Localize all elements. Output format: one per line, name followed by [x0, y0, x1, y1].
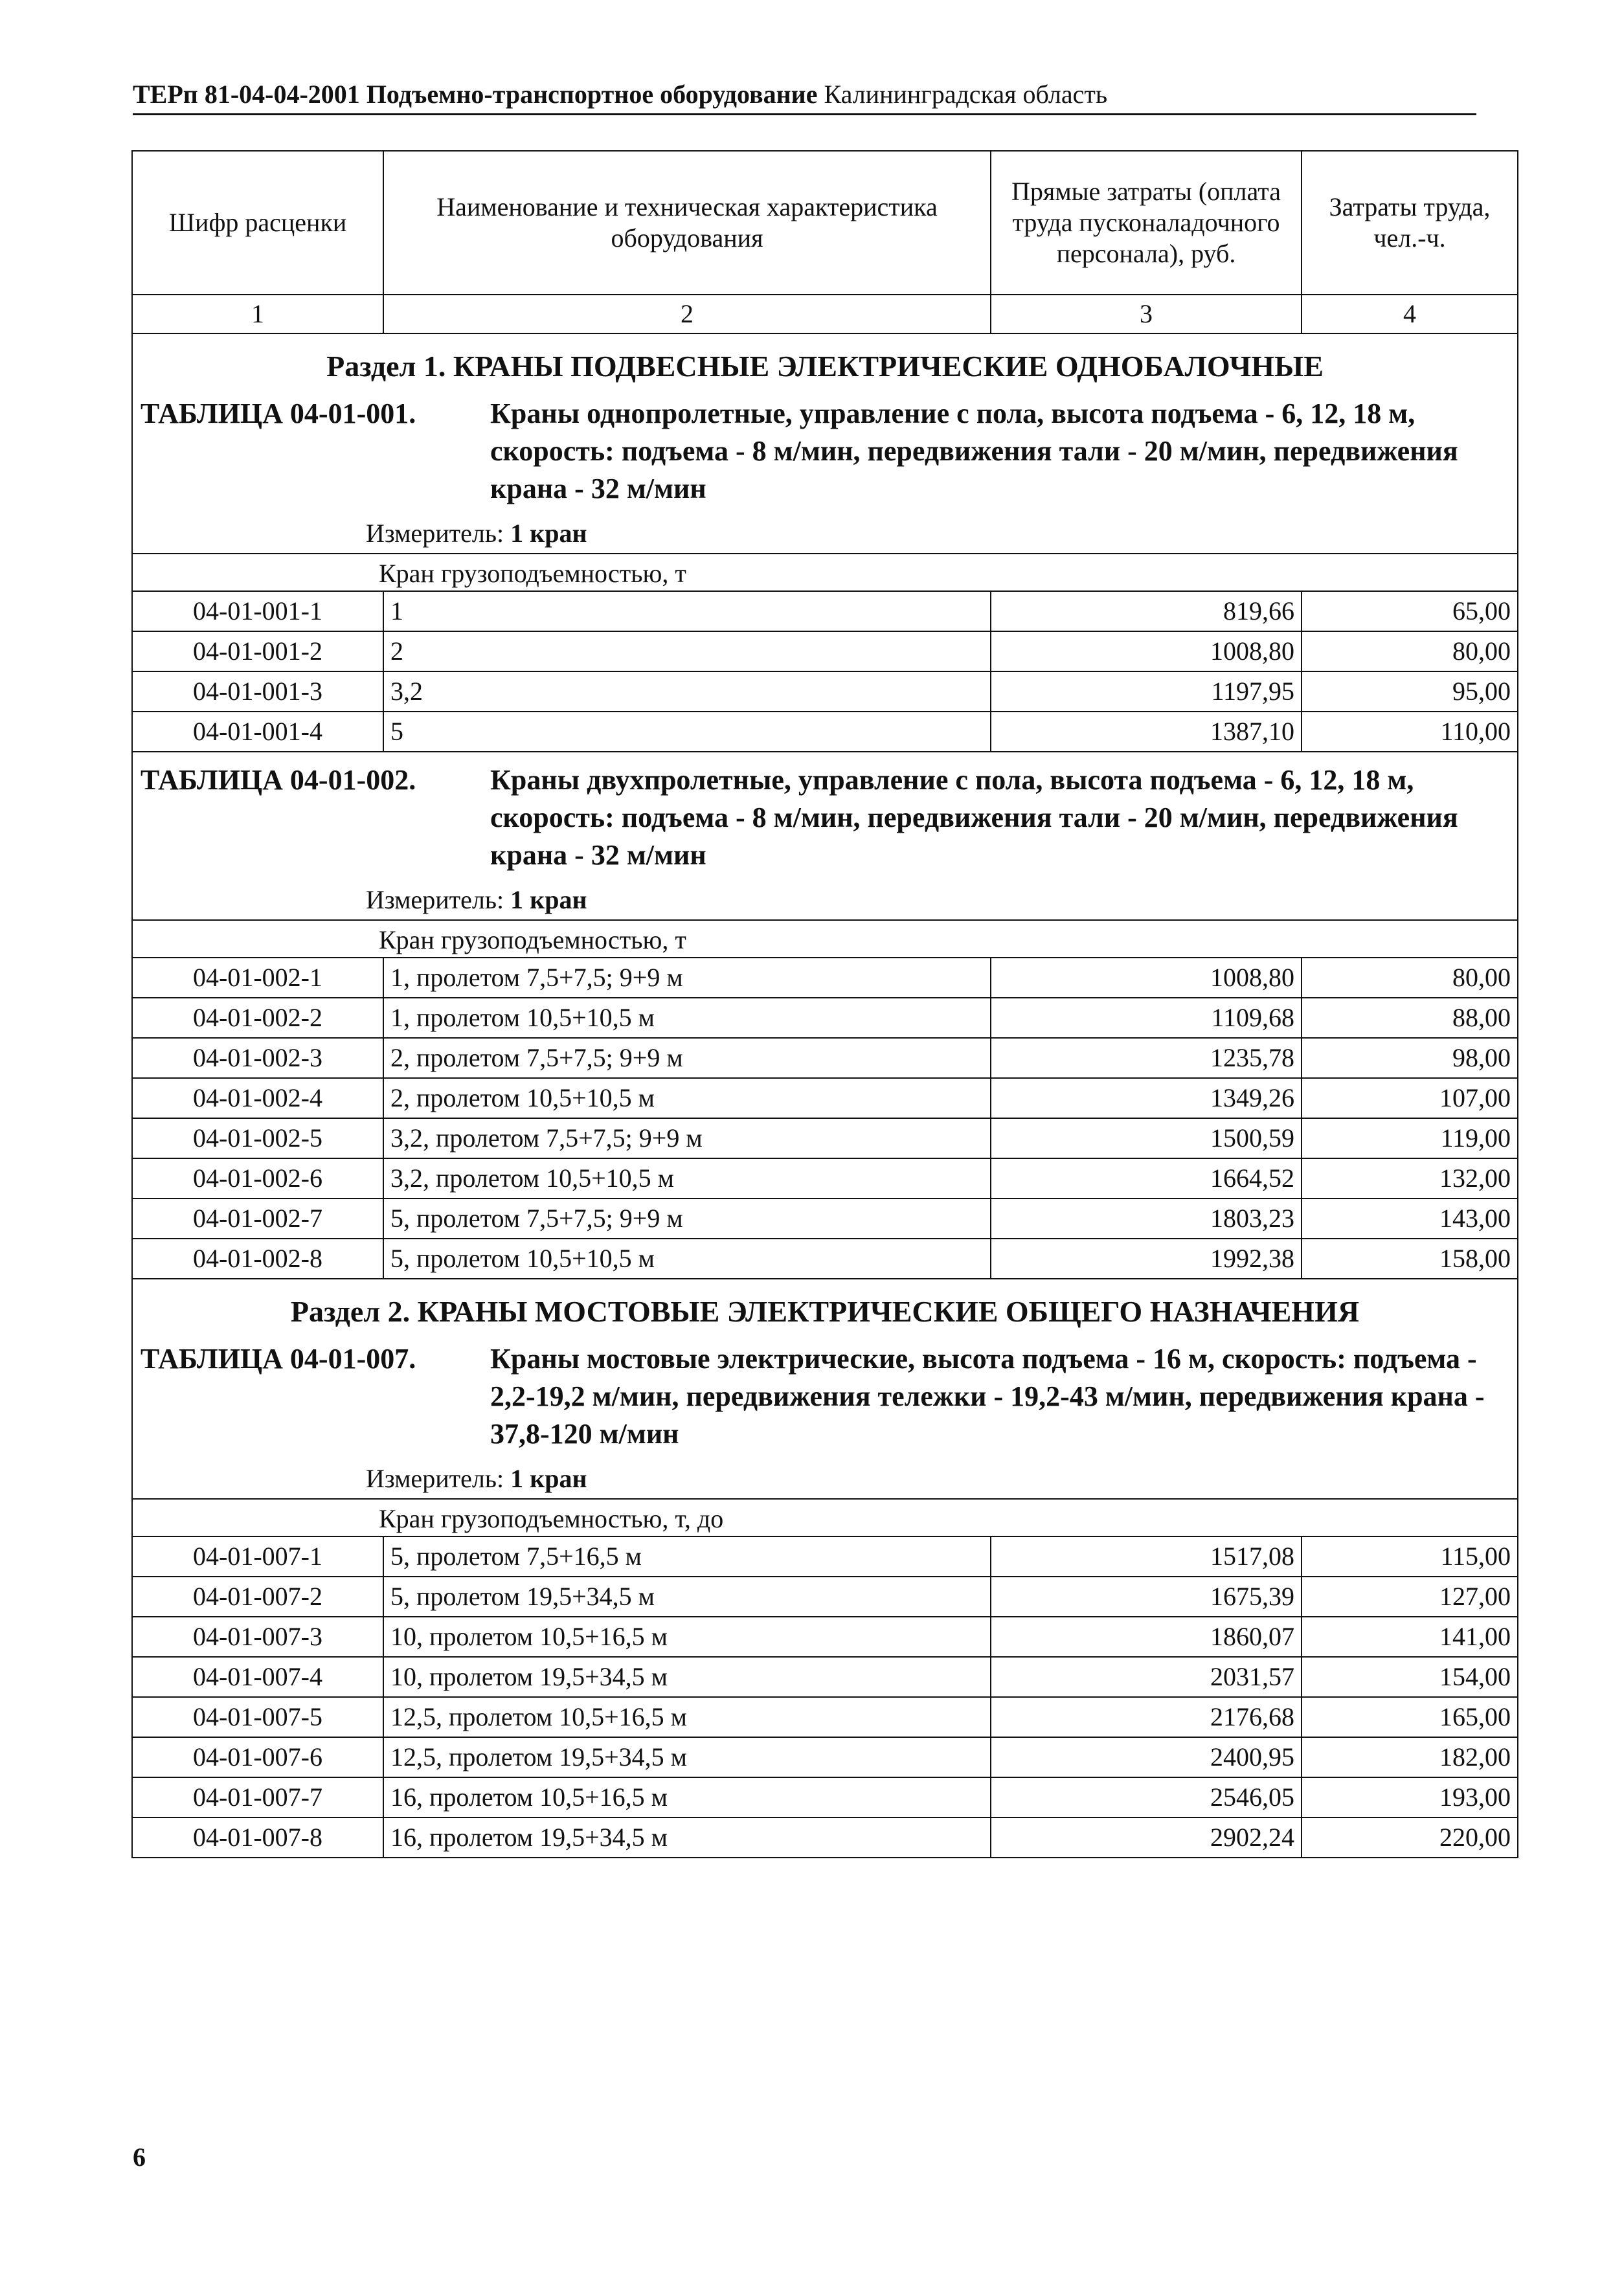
table-row [132, 1239, 1518, 1279]
table-row [132, 1817, 1518, 1858]
direct-cost: 1860,07 [991, 1617, 1302, 1657]
rate-code: 04-01-001-2 [132, 631, 383, 671]
column-header-cost: Прямые затраты (оплата труда пусконаладочного персонала), руб. [991, 151, 1302, 295]
rate-code: 04-01-001-3 [132, 671, 383, 712]
rate-code: 04-01-002-6 [132, 1158, 383, 1198]
labor-cost: 141,00 [1302, 1617, 1518, 1657]
direct-cost: 1803,23 [991, 1198, 1302, 1239]
table-header-row [132, 151, 1518, 295]
rate-code: 04-01-007-6 [132, 1737, 383, 1777]
rate-code: 04-01-007-8 [132, 1817, 383, 1858]
rate-code: 04-01-007-7 [132, 1777, 383, 1817]
equipment-name: 10, пролетом 19,5+34,5 м [383, 1657, 991, 1697]
section-title: Раздел 1. КРАНЫ ПОДВЕСНЫЕ ЭЛЕКТРИЧЕСКИЕ ОДНОБАЛОЧНЫЕ [326, 350, 1324, 383]
table-label: ТАБЛИЦА 04-01-007. [141, 1343, 416, 1375]
direct-cost: 2902,24 [991, 1817, 1302, 1858]
table-row [132, 1118, 1518, 1158]
equipment-name: 3,2, пролетом 10,5+10,5 м [383, 1158, 991, 1198]
measure-line [133, 1453, 1517, 1498]
table-row [132, 1158, 1518, 1198]
direct-cost: 1109,68 [991, 998, 1302, 1038]
table-row [132, 1038, 1518, 1078]
table-description: Краны мостовые электрические, высота подъема - 16 м, скорость: подъема - 2,2-19,2 м/мин, передвижения тележки - 19,2-43 м/мин, передвижения крана - 37,8-120 м/мин [490, 1343, 1485, 1450]
equipment-name: 12,5, пролетом 10,5+16,5 м [383, 1697, 991, 1737]
doc-region: Калининградская область [824, 80, 1108, 109]
table-row [132, 1617, 1518, 1657]
equipment-name: 12,5, пролетом 19,5+34,5 м [383, 1737, 991, 1777]
table-row [132, 1078, 1518, 1118]
rate-code: 04-01-007-4 [132, 1657, 383, 1697]
direct-cost: 2031,57 [991, 1657, 1302, 1697]
labor-cost: 154,00 [1302, 1657, 1518, 1697]
equipment-name: 16, пролетом 10,5+16,5 м [383, 1777, 991, 1817]
column-header-name: Наименование и техническая характеристика оборудования [383, 151, 991, 295]
labor-cost: 115,00 [1302, 1536, 1518, 1577]
direct-cost: 1008,80 [991, 958, 1302, 998]
labor-cost: 110,00 [1302, 712, 1518, 752]
equipment-name: 5, пролетом 10,5+10,5 м [383, 1239, 991, 1279]
measure-label: Измеритель: [366, 519, 504, 548]
labor-cost: 119,00 [1302, 1118, 1518, 1158]
rate-code: 04-01-002-4 [132, 1078, 383, 1118]
section-cell [132, 1279, 1518, 1499]
table-row [132, 1737, 1518, 1777]
equipment-name: 5 [383, 712, 991, 752]
equipment-name: 1 [383, 591, 991, 631]
measure-value: 1 кран [510, 885, 587, 914]
measure-label: Измеритель: [366, 1464, 504, 1493]
direct-cost: 2176,68 [991, 1697, 1302, 1737]
direct-cost: 1349,26 [991, 1078, 1302, 1118]
doc-title: Подъемно-транспортное оборудование [366, 80, 818, 109]
direct-cost: 1517,08 [991, 1536, 1302, 1577]
equipment-name: 16, пролетом 19,5+34,5 м [383, 1817, 991, 1858]
doc-code: ТЕРп 81-04-04-2001 [133, 80, 360, 109]
direct-cost: 1008,80 [991, 631, 1302, 671]
rate-code: 04-01-001-4 [132, 712, 383, 752]
column-header-labor: Затраты труда, чел.-ч. [1302, 151, 1518, 295]
table-row [132, 591, 1518, 631]
rate-code: 04-01-007-5 [132, 1697, 383, 1737]
running-header [133, 79, 1476, 110]
rate-code: 04-01-002-1 [132, 958, 383, 998]
table-row [132, 998, 1518, 1038]
column-number: 4 [1302, 295, 1518, 333]
rate-code: 04-01-002-8 [132, 1239, 383, 1279]
table-description: Краны двухпролетные, управление с пола, высота подъема - 6, 12, 18 м, скорость: подъема - 8 м/мин, передвижения тали - 20 м/мин, передвижения крана - 32 м/мин [490, 764, 1458, 871]
labor-cost: 143,00 [1302, 1198, 1518, 1239]
table-label: ТАБЛИЦА 04-01-001. [141, 398, 416, 429]
rate-code: 04-01-007-2 [132, 1577, 383, 1617]
table-caption-cell [132, 752, 1518, 920]
page-number: 6 [133, 2142, 146, 2172]
rate-code: 04-01-007-3 [132, 1617, 383, 1657]
direct-cost: 1197,95 [991, 671, 1302, 712]
direct-cost: 1664,52 [991, 1158, 1302, 1198]
direct-cost: 1500,59 [991, 1118, 1302, 1158]
section-title: Раздел 2. КРАНЫ МОСТОВЫЕ ЭЛЕКТРИЧЕСКИЕ ОБЩЕГО НАЗНАЧЕНИЯ [290, 1295, 1360, 1328]
equipment-name: 2, пролетом 7,5+7,5; 9+9 м [383, 1038, 991, 1078]
equipment-name: 3,2, пролетом 7,5+7,5; 9+9 м [383, 1118, 991, 1158]
table-row [132, 1536, 1518, 1577]
header-rule [133, 113, 1476, 115]
table-row [132, 1697, 1518, 1737]
direct-cost: 1235,78 [991, 1038, 1302, 1078]
labor-cost: 165,00 [1302, 1697, 1518, 1737]
equipment-name: 2 [383, 631, 991, 671]
table-row [132, 1657, 1518, 1697]
table-label: ТАБЛИЦА 04-01-002. [141, 764, 416, 796]
subheading: Кран грузоподъемностью, т [132, 554, 1518, 591]
equipment-name: 10, пролетом 10,5+16,5 м [383, 1617, 991, 1657]
equipment-name: 3,2 [383, 671, 991, 712]
column-header-code: Шифр расценки [132, 151, 383, 295]
table-row [132, 671, 1518, 712]
table-row [132, 631, 1518, 671]
table-caption [133, 761, 1517, 874]
labor-cost: 65,00 [1302, 591, 1518, 631]
labor-cost: 88,00 [1302, 998, 1518, 1038]
rates-table [131, 150, 1518, 1858]
table-row [132, 958, 1518, 998]
section-row [132, 1279, 1518, 1499]
section-row [132, 333, 1518, 554]
equipment-name: 2, пролетом 10,5+10,5 м [383, 1078, 991, 1118]
equipment-name: 5, пролетом 7,5+7,5; 9+9 м [383, 1198, 991, 1239]
table-caption-row [132, 752, 1518, 920]
labor-cost: 193,00 [1302, 1777, 1518, 1817]
direct-cost: 1992,38 [991, 1239, 1302, 1279]
column-number: 1 [132, 295, 383, 333]
subheading-row [132, 554, 1518, 591]
equipment-name: 5, пролетом 19,5+34,5 м [383, 1577, 991, 1617]
direct-cost: 1387,10 [991, 712, 1302, 752]
labor-cost: 80,00 [1302, 958, 1518, 998]
measure-value: 1 кран [510, 1464, 587, 1493]
labor-cost: 98,00 [1302, 1038, 1518, 1078]
equipment-name: 1, пролетом 10,5+10,5 м [383, 998, 991, 1038]
table-caption [133, 1340, 1517, 1453]
table-row [132, 1198, 1518, 1239]
rate-code: 04-01-002-7 [132, 1198, 383, 1239]
labor-cost: 95,00 [1302, 671, 1518, 712]
rate-code: 04-01-002-3 [132, 1038, 383, 1078]
column-number-row [132, 295, 1518, 333]
rate-code: 04-01-001-1 [132, 591, 383, 631]
measure-label: Измеритель: [366, 885, 504, 914]
table-caption [133, 395, 1517, 508]
labor-cost: 107,00 [1302, 1078, 1518, 1118]
table-description: Краны однопролетные, управление с пола, высота подъема - 6, 12, 18 м, скорость: подъема - 8 м/мин, передвижения тали - 20 м/мин, передвижения крана - 32 м/мин [490, 398, 1458, 504]
labor-cost: 182,00 [1302, 1737, 1518, 1777]
table-row [132, 1777, 1518, 1817]
table-row [132, 712, 1518, 752]
labor-cost: 158,00 [1302, 1239, 1518, 1279]
subheading: Кран грузоподъемностью, т [132, 920, 1518, 958]
labor-cost: 80,00 [1302, 631, 1518, 671]
labor-cost: 220,00 [1302, 1817, 1518, 1858]
measure-line [133, 874, 1517, 919]
column-number: 3 [991, 295, 1302, 333]
rate-code: 04-01-007-1 [132, 1536, 383, 1577]
labor-cost: 127,00 [1302, 1577, 1518, 1617]
direct-cost: 2546,05 [991, 1777, 1302, 1817]
subheading-row [132, 1499, 1518, 1536]
labor-cost: 132,00 [1302, 1158, 1518, 1198]
column-number: 2 [383, 295, 991, 333]
subheading-row [132, 920, 1518, 958]
direct-cost: 2400,95 [991, 1737, 1302, 1777]
direct-cost: 819,66 [991, 591, 1302, 631]
direct-cost: 1675,39 [991, 1577, 1302, 1617]
subheading: Кран грузоподъемностью, т, до [132, 1499, 1518, 1536]
equipment-name: 5, пролетом 7,5+16,5 м [383, 1536, 991, 1577]
rate-code: 04-01-002-2 [132, 998, 383, 1038]
rate-code: 04-01-002-5 [132, 1118, 383, 1158]
measure-value: 1 кран [510, 519, 587, 548]
table-row [132, 1577, 1518, 1617]
section-cell [132, 333, 1518, 554]
measure-line [133, 508, 1517, 553]
equipment-name: 1, пролетом 7,5+7,5; 9+9 м [383, 958, 991, 998]
